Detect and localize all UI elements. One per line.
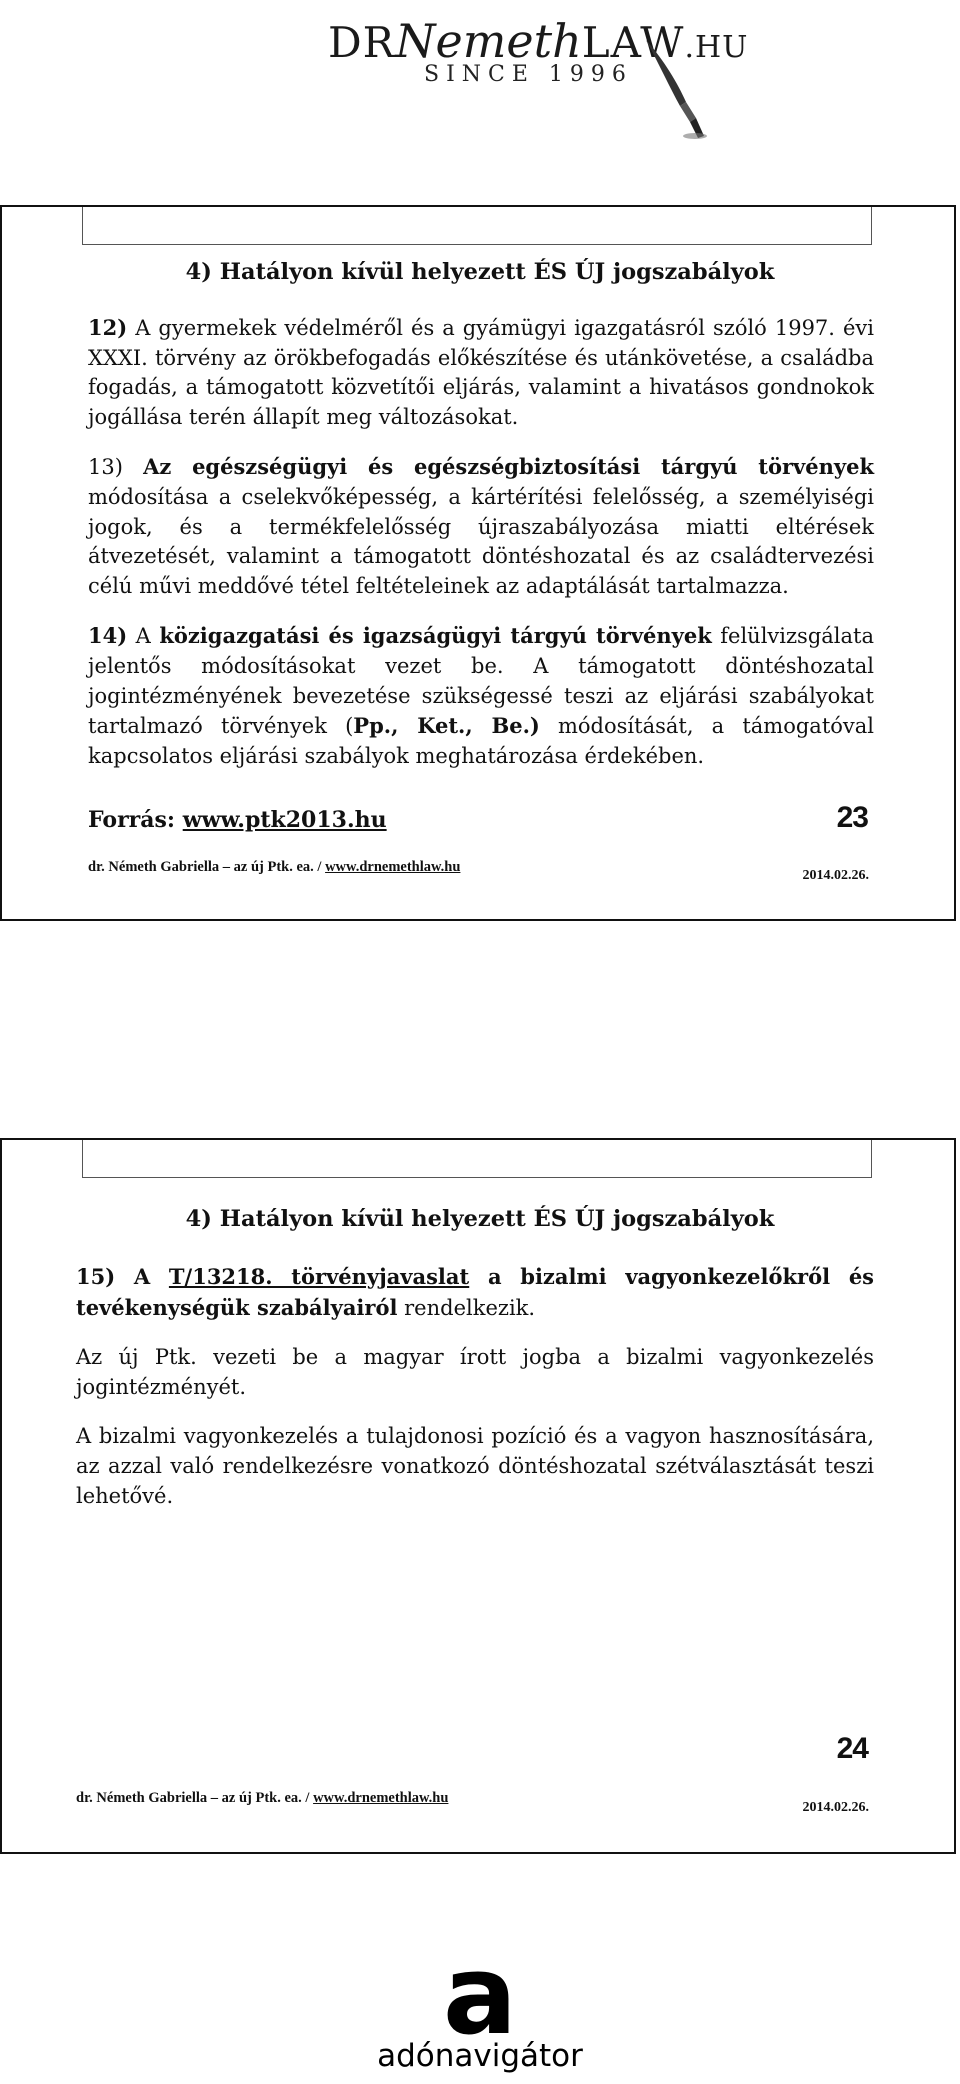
slide-24 — [0, 1138, 956, 1854]
slide-title: 4) Hatályon kívül helyezett ÉS ÚJ jogszabályok — [185, 259, 775, 285]
page-number: 23 — [836, 801, 868, 834]
logo-nemeth: Nemeth — [395, 14, 582, 68]
adonavigator-logo-mark: a — [442, 1931, 518, 2059]
paragraph-text: rendelkezik. — [397, 1295, 536, 1320]
title-bar — [82, 207, 872, 245]
paragraph-number: 14) — [88, 623, 128, 649]
paragraph-number: 15) A — [76, 1264, 169, 1289]
drnemethlaw-logo — [0, 0, 960, 150]
paragraph-bold-laws: Pp., Ket., Be.) — [353, 713, 540, 739]
paragraph-12 — [88, 313, 874, 432]
footer-text: dr. Németh Gabriella – az új Ptk. ea. / — [88, 859, 326, 875]
paragraph-text: módosítását, a támogatóval kapcsolatos eljárási szabályok meghatározása érdekében. — [88, 714, 874, 768]
footer-link[interactable]: www.drnemethlaw.hu — [325, 859, 461, 875]
paragraph-bold: Az egészségügyi és egészségbiztosítási tárgyú törvények — [143, 454, 874, 480]
paragraph-text: módosítása a cselekvőképesség, a kártérítési felelősség, a személyiségi jogok, és a termékfelelősség újraszabályozása miatti eltérések átvezetését, valamint a támogatott döntéshozatal és az családtervezési célú művi meddővé tétel feltételeinek az adaptálását tartalmazza. — [88, 484, 874, 598]
adonavigator-wordmark: adónavigátor — [377, 2038, 583, 2074]
paragraph-13 — [88, 452, 874, 601]
paragraph-14 — [88, 621, 874, 771]
paragraph-trust: A bizalmi vagyonkezelés a tulajdonosi pozíció és a vagyon hasznosítására, az azzal való rendelkezésre vonatkozó döntéshozatal szétválasztását teszi lehetővé. — [76, 1424, 874, 1508]
paragraph-text: felülvizsgálata jelentős módosításokat vezet be. A támogatott döntéshozatal jogintézményének bevezetése szükségessé teszi az eljárási szabályokat tartalmazó törvények ( — [88, 624, 874, 739]
slide-title: 4) Hatályon kívül helyezett ÉS ÚJ jogszabályok — [185, 1206, 775, 1232]
source-line — [88, 807, 387, 833]
paragraph-bold: a bizalmi vagyonkezelőkről és tevékenységük szabályairól — [76, 1264, 875, 1320]
paragraph-15 — [76, 1262, 874, 1323]
slide-content — [76, 1262, 874, 1531]
footer-author — [88, 859, 460, 876]
footer-link[interactable]: www.drnemethlaw.hu — [313, 1790, 449, 1806]
slide-content — [88, 313, 874, 791]
title-bar — [82, 1140, 872, 1178]
slide-23 — [0, 205, 956, 921]
logo-dr: DR — [328, 18, 396, 67]
page-number: 24 — [836, 1732, 868, 1765]
paragraph-ptk: Az új Ptk. vezeti be a magyar írott jogba a bizalmi vagyonkezelés jogintézményét. — [76, 1345, 874, 1399]
paragraph-text: A — [127, 624, 160, 649]
footer-date: 2014.02.26. — [802, 1800, 869, 1815]
logo-since: SINCE 1996 — [424, 62, 633, 87]
logo-hu: .HU — [684, 30, 749, 65]
bill-link[interactable]: T/13218. törvényjavaslat — [168, 1264, 470, 1289]
paragraph-text: A gyermekek védelméről és a gyámügyi igazgatásról szóló 1997. évi XXXI. törvény az örökbefogadás előkészítése és utánkövetése, a családba fogadás, a támogatott közvetítői eljárás, valamint a hivatásos gondnokok jogállása terén állapít meg változásokat. — [88, 316, 874, 429]
source-label: Forrás: — [88, 807, 183, 833]
paragraph-number: 13) — [88, 455, 144, 480]
source-link[interactable]: www.ptk2013.hu — [182, 807, 387, 833]
fountain-pen-icon — [640, 36, 710, 142]
paragraph-number: 12) — [88, 315, 128, 340]
paragraph-bold: közigazgatási és igazságügyi tárgyú törvények — [159, 623, 712, 649]
footer-date: 2014.02.26. — [802, 868, 869, 883]
logo-law: LAW — [581, 18, 685, 67]
footer-text: dr. Németh Gabriella – az új Ptk. ea. / — [76, 1790, 314, 1806]
footer-author — [76, 1790, 448, 1807]
